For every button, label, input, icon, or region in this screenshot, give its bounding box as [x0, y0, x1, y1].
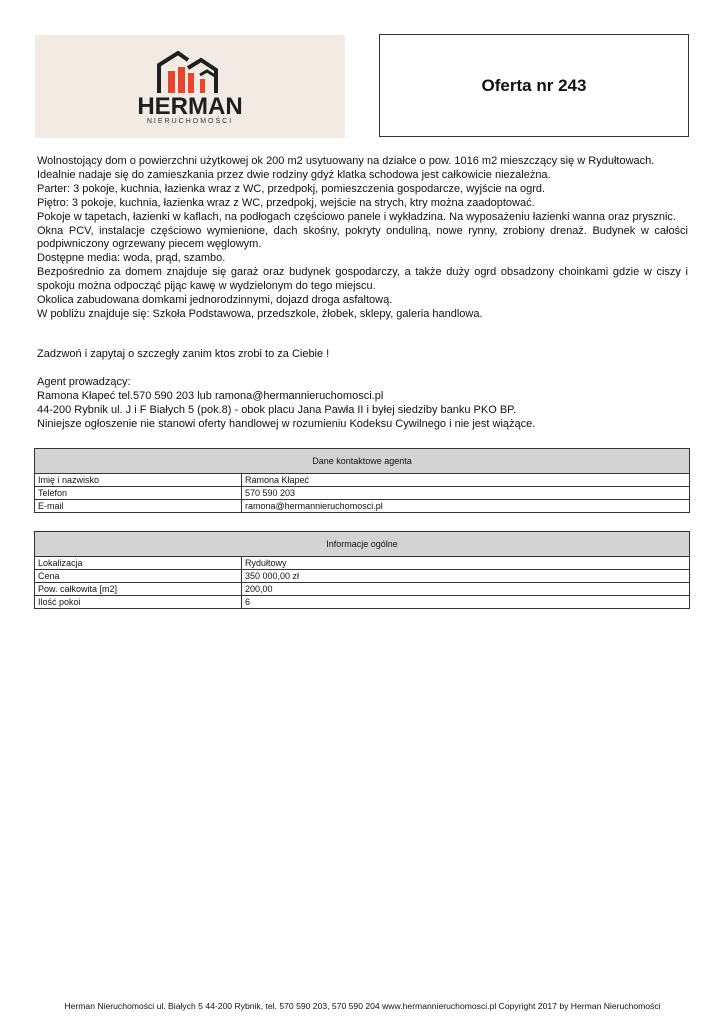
row-value: 200,00	[242, 583, 690, 596]
agent-info	[37, 376, 535, 432]
row-value: ramona@hermannieruchomosci.pl	[242, 500, 690, 513]
table-row	[35, 596, 690, 609]
row-label: E-mail	[35, 500, 242, 513]
agent-contact-table	[34, 448, 690, 513]
table-title: Informacje ogólne	[35, 532, 690, 557]
row-value: Ramona Kłapeć	[242, 474, 690, 487]
description-line: W pobliżu znajduje się: Szkoła Podstawowa, przedszkole, żłobek, sklepy, galeria handlowa.	[37, 307, 483, 320]
agent-contact: Ramona Kłapeć tel.570 590 203 lub ramona@hermannieruchomosci.pl	[37, 389, 384, 402]
description-line: Pokoje w tapetach, łazienki w kaflach, na podłogach częściowo panele i wykładzina. Na wyposażeniu łazienki wanna oraz prysznic.	[37, 210, 676, 223]
row-value: 6	[242, 596, 690, 609]
offer-title: Oferta nr 243	[481, 75, 587, 95]
disclaimer: Niniejsze ogłoszenie nie stanowi oferty handlowej w rozumieniu Kodeksu Cywilnego i nie jest wiążące.	[37, 417, 536, 430]
table-row	[35, 557, 690, 570]
property-description	[37, 155, 688, 322]
logo-subtitle: NIERUCHOMOŚCI	[146, 118, 234, 125]
description-line: Bezpośrednio za domem znajduje się garaż oraz budynek gospodarczy, a także duży ogrd obsadzony choinkami gdzie w ciszy i spokoju można odpocząć pijąc kawę w wydzielonym do tego miejscu.	[37, 266, 688, 293]
agent-heading: Agent prowadzący:	[37, 376, 131, 388]
table-row	[35, 500, 690, 513]
table-row	[35, 474, 690, 487]
row-value: 350 000,00 zł	[242, 570, 690, 583]
company-logo	[35, 35, 345, 138]
row-label: Pow. całkowita [m2]	[35, 583, 242, 596]
table-title: Dane kontaktowe agenta	[35, 449, 690, 474]
table-row	[35, 487, 690, 500]
description-line: Parter: 3 pokoje, kuchnia, łazienka wraz z WC, przedpokj, pomieszczenia gospodarcze, wyjście na ogrd.	[37, 182, 546, 195]
description-line: Okolica zabudowana domkami jednorodzinnymi, dojazd droga asfaltową.	[37, 294, 393, 307]
row-label: Telefon	[35, 487, 242, 500]
row-value: Rydułtowy	[242, 557, 690, 570]
description-line: Piętro: 3 pokoje, kuchnia, łazienka wraz z WC, przedpokj, wejście na strych, ktry można zaadoptować.	[37, 196, 535, 209]
description-line: Okna PCV, instalacje częściowo wymienione, dach skośny, pokryty onduliną, nowe rynny, zrobiony drenaż. Budynek w całości podpiwniczony ogrzewany piecem węglowym.	[37, 224, 688, 251]
row-label: Imię i nazwisko	[35, 474, 242, 487]
table-row	[35, 570, 690, 583]
general-info-table	[34, 531, 690, 609]
description-line: Idealnie nadaje się do zamieszkania przez dwie rodziny gdyż klatka schodowa jest całkowicie niezależna.	[37, 168, 551, 181]
call-to-action: Zadzwoń i zapytaj o szczegły zanim ktos zrobi to za Ciebie !	[37, 348, 330, 360]
description-line: Dostępne media: woda, prąd, szambo.	[37, 252, 226, 265]
row-label: Cena	[35, 570, 242, 583]
logo-name: HERMAN	[137, 93, 243, 120]
offer-box	[379, 34, 689, 137]
description-line: Wolnostojący dom o powierzchni użytkowej ok 200 m2 usytuowany na działce o pow. 1016 m2 mieszczący się w Rydułtowach.	[37, 155, 655, 167]
row-label: Lokalizacja	[35, 557, 242, 570]
page-footer: Herman Nieruchomości ul. Białych 5 44-200 Rybnik, tel. 570 590 203, 570 590 204 www.hermannieruchomosci.pl Copyright 2017 by Herman Nieruchomości	[64, 1001, 661, 1011]
table-row	[35, 583, 690, 596]
agent-address: 44-200 Rybnik ul. J i F Białych 5 (pok.8) - obok placu Jana Pawła II i byłej siedziby banku PKO BP.	[37, 403, 517, 416]
row-label: Ilość pokoi	[35, 596, 242, 609]
row-value: 570 590 203	[242, 487, 690, 500]
